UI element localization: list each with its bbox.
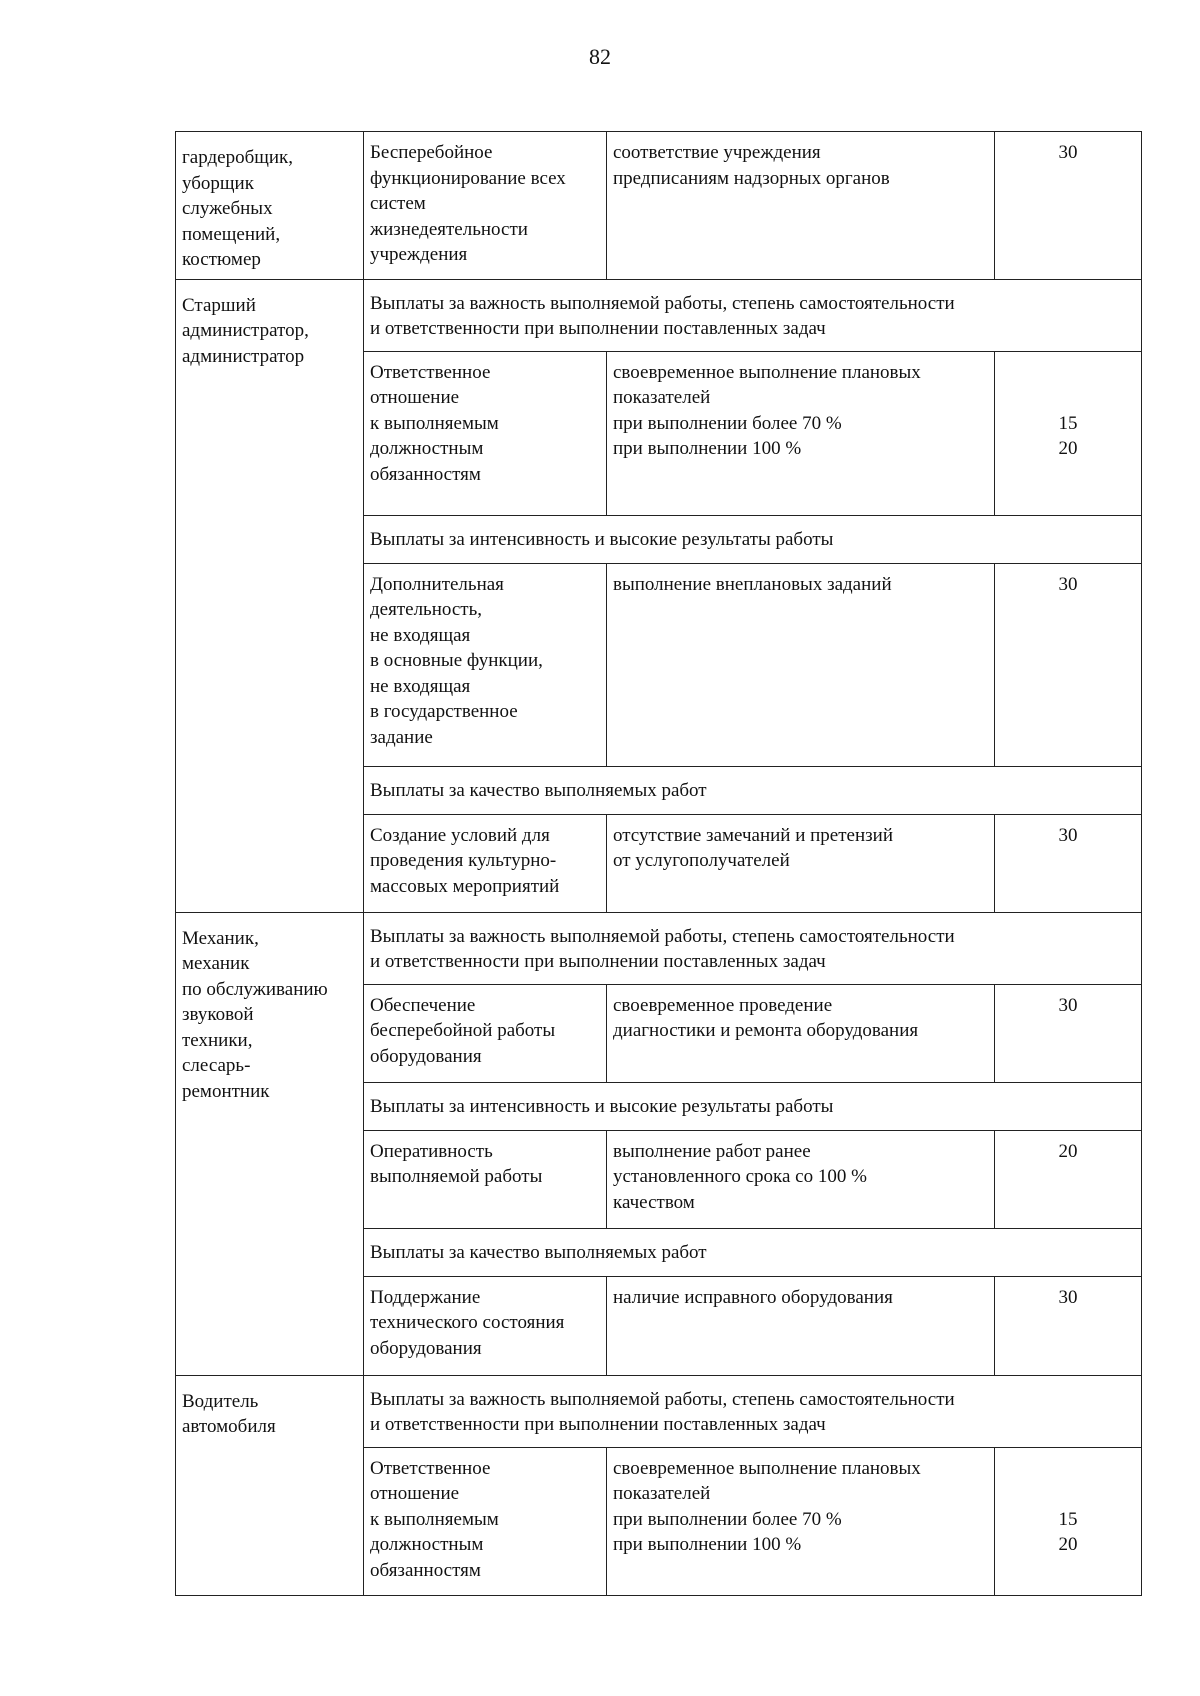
amount-cell: 30 bbox=[995, 132, 1142, 280]
condition-cell: выполнение внеплановых заданий bbox=[607, 563, 995, 766]
amount-cell: 30 bbox=[995, 814, 1142, 912]
section-header: Выплаты за качество выполняемых работ bbox=[364, 766, 1142, 814]
table-row bbox=[176, 132, 1142, 280]
criterion-cell: Создание условий для проведения культурно- массовых мероприятий bbox=[364, 814, 607, 912]
section-header: Выплаты за интенсивность и высокие результаты работы bbox=[364, 515, 1142, 563]
condition-cell: соответствие учреждения предписаниям надзорных органов bbox=[607, 132, 995, 280]
position-cell: гардеробщик, уборщик служебных помещений, костюмер bbox=[176, 132, 364, 280]
table-row bbox=[176, 279, 1142, 351]
amount-cell: 15 20 bbox=[995, 1447, 1142, 1595]
amount-cell: 30 bbox=[995, 563, 1142, 766]
position-cell: Водитель автомобиля bbox=[176, 1375, 364, 1595]
condition-cell: наличие исправного оборудования bbox=[607, 1276, 995, 1375]
table-row bbox=[176, 1375, 1142, 1447]
amount-cell: 30 bbox=[995, 984, 1142, 1082]
criterion-cell: Ответственное отношение к выполняемым должностным обязанностям bbox=[364, 1447, 607, 1595]
payment-criteria-table bbox=[175, 131, 1142, 1596]
section-header: Выплаты за интенсивность и высокие результаты работы bbox=[364, 1082, 1142, 1130]
criterion-cell: Обеспечение бесперебойной работы оборудования bbox=[364, 984, 607, 1082]
criterion-cell: Ответственное отношение к выполняемым должностным обязанностям bbox=[364, 351, 607, 515]
condition-cell: своевременное проведение диагностики и ремонта оборудования bbox=[607, 984, 995, 1082]
section-header: Выплаты за качество выполняемых работ bbox=[364, 1228, 1142, 1276]
criterion-cell: Поддержание технического состояния оборудования bbox=[364, 1276, 607, 1375]
criterion-cell: Дополнительная деятельность, не входящая в основные функции, не входящая в государственное задание bbox=[364, 563, 607, 766]
section-header: Выплаты за важность выполняемой работы, степень самостоятельности и ответственности при выполнении поставленных задач bbox=[364, 279, 1142, 351]
section-header: Выплаты за важность выполняемой работы, степень самостоятельности и ответственности при выполнении поставленных задач bbox=[364, 912, 1142, 984]
page-number: 82 bbox=[589, 44, 611, 69]
section-header: Выплаты за важность выполняемой работы, степень самостоятельности и ответственности при выполнении поставленных задач bbox=[364, 1375, 1142, 1447]
table-row bbox=[176, 912, 1142, 984]
condition-cell: своевременное выполнение плановых показателей при выполнении более 70 % при выполнении 100 % bbox=[607, 351, 995, 515]
condition-cell: отсутствие замечаний и претензий от услугополучателей bbox=[607, 814, 995, 912]
amount-cell: 30 bbox=[995, 1276, 1142, 1375]
position-cell: Механик, механик по обслуживанию звуковой техники, слесарь- ремонтник bbox=[176, 912, 364, 1375]
condition-cell: выполнение работ ранее установленного срока со 100 % качеством bbox=[607, 1130, 995, 1228]
amount-cell: 15 20 bbox=[995, 351, 1142, 515]
criterion-cell: Оперативность выполняемой работы bbox=[364, 1130, 607, 1228]
position-cell: Старший администратор, администратор bbox=[176, 279, 364, 912]
amount-cell: 20 bbox=[995, 1130, 1142, 1228]
criterion-cell: Бесперебойное функционирование всех систем жизнедеятельности учреждения bbox=[364, 132, 607, 280]
condition-cell: своевременное выполнение плановых показателей при выполнении более 70 % при выполнении 100 % bbox=[607, 1447, 995, 1595]
